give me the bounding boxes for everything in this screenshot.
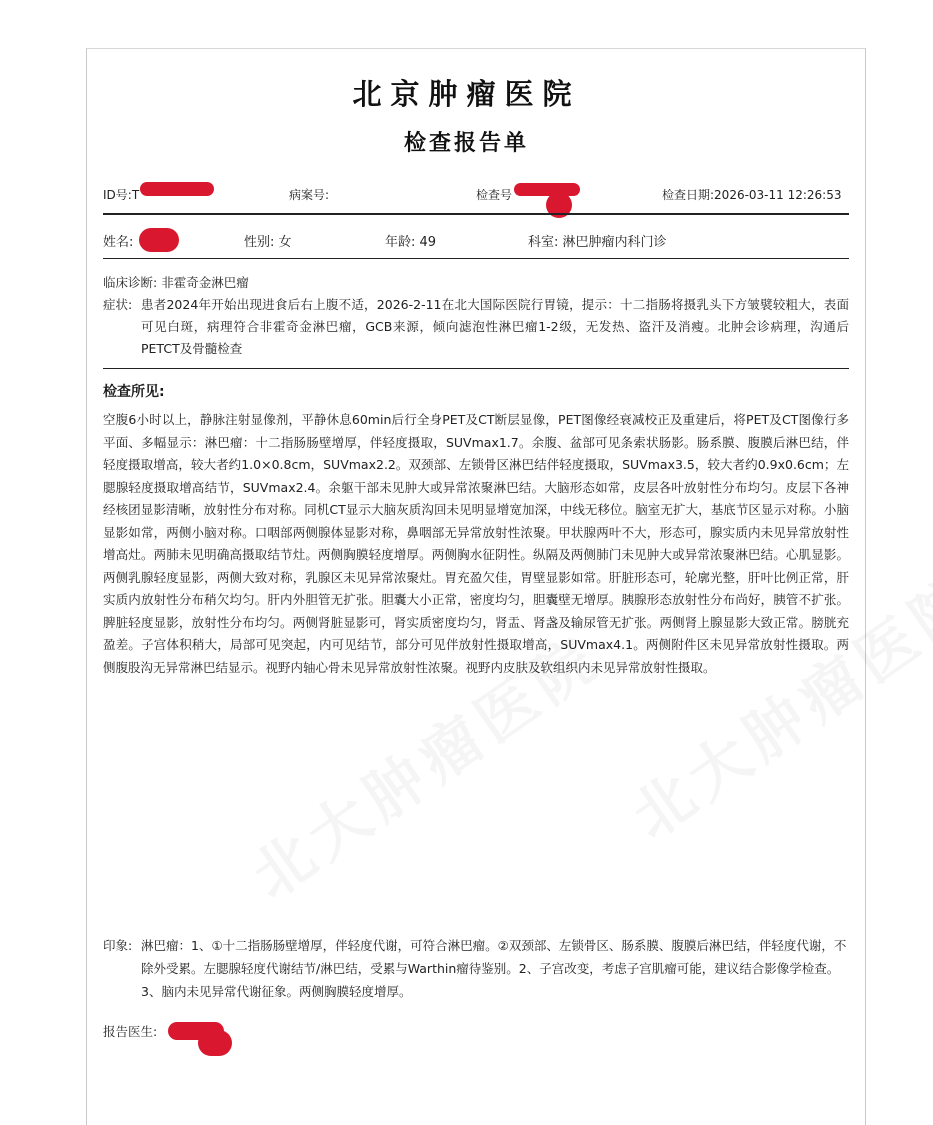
- impression-text: 淋巴瘤：1、①十二指肠肠壁增厚，伴轻度代谢，可符合淋巴瘤。②双颈部、左锁骨区、肠系膜、腹膜后淋巴结，伴轻度代谢，不除外受累。左腮腺轻度代谢结节/淋巴结，受累与Warthin瘤待鉴别。2、子宫改变，考虑子宫肌瘤可能，建议结合影像学检查。3、脑内未见异常代谢征象。两侧胸膜轻度增厚。: [141, 938, 847, 999]
- department-field: [528, 231, 667, 250]
- gender-value: 女: [278, 235, 292, 250]
- exam-date-label: 检查日期:: [662, 188, 715, 202]
- reporting-doctor: [103, 1022, 157, 1040]
- divider: [103, 213, 849, 215]
- redaction-mark: [139, 228, 179, 252]
- findings-text: 空腹6小时以上，静脉注射显像剂，平静休息60min后行全身PET及CT断层显像，PET图像经衰减校正及重建后，将PET及CT图像行多平面、多幅显示：淋巴瘤：十二指肠肠壁增厚，伴轻度摄取，SUVmax1.7。余腹、盆部可见条索状肠影。肠系膜、腹膜后淋巴结，伴轻度摄取增高，较大者约1.0×0.8cm，SUVmax2.2。双颈部、左锁骨区淋巴结伴轻度摄取，SUVmax3.5，较大者约0.9x0.6cm；左腮腺轻度摄取增高结节，SUVmax2.4。余躯干部未见肿大或异常浓聚淋巴结。大脑形态如常，皮层各叶放射性分布均匀。皮层下各神经核团显影清晰，放射性分布对称。同机CT显示大脑灰质沟回未见明显增宽加深，中线无移位。脑室无扩大，基底节区显示对称。小脑显影如常，两侧小脑对称。口咽部两侧腺体显影对称，鼻咽部无异常放射性浓聚。甲状腺两叶不大，形态可，腺实质内未见异常放射性增高灶。两肺未见明确高摄取结节灶。两侧胸膜轻度增厚。两侧胸水征阴性。纵隔及两侧肺门未见肿大或异常浓聚淋巴结。心肌显影。两侧乳腺轻度显影，两侧大致对称，乳腺区未见异常浓聚灶。胃充盈欠佳，胃壁显影如常。肝脏形态可，轮廓光整，肝叶比例正常，肝实质内放射性分布稍欠均匀。肝内外胆管无扩张。胆囊大小正常，密度均匀，胆囊壁无增厚。胰腺形态放射性分布尚好，胰管不扩张。脾脏轻度显影，放射性分布均匀。两侧肾脏显影可，肾实质密度均匀，肾盂、肾盏及输尿管无扩张。两侧肾上腺显影大致正常。膀胱充盈差。子宫体积稍大，局部可见突起，内可见结节，部分可见伴放射性摄取增高，SUVmax4.1。两侧附件区未见异常放射性摄取。两侧腹股沟无异常淋巴结显示。视野内轴心骨未见异常放射性浓聚。视野内皮肤及软组织内未见异常放射性摄取。: [103, 412, 849, 675]
- id-label: ID号:: [103, 188, 132, 202]
- redaction-mark: [198, 1030, 232, 1056]
- age-label: 年龄:: [385, 235, 416, 250]
- redaction-mark: [140, 182, 214, 196]
- gender-field: [244, 231, 292, 250]
- symptoms-text: 患者2024年开始出现进食后右上腹不适，2026-2-11在北大国际医院行胃镜，提示：十二指肠将摄乳头下方皱襞较粗大，表面可见白斑，病理符合非霍奇金淋巴瘤，GCB来源，倾向滤泡性淋巴瘤1-2级，无发热、盗汗及消瘦。北肿会诊病理，沟通后PETCT及骨髓检查: [141, 297, 849, 356]
- id-field: [103, 186, 139, 203]
- clinical-diagnosis-value: 非霍奇金淋巴瘤: [161, 275, 249, 290]
- symptoms: [103, 294, 849, 360]
- department-label: 科室:: [528, 235, 559, 250]
- exam-number-label: 检查号: [476, 188, 513, 202]
- doctor-label: 报告医生:: [103, 1024, 158, 1039]
- symptoms-label: 症状:: [103, 297, 133, 312]
- department-value: 淋巴肿瘤内科门诊: [562, 235, 667, 250]
- case-number-label: 病案号:: [289, 188, 330, 202]
- gender-label: 性别:: [244, 235, 275, 250]
- age-field: [385, 231, 436, 250]
- redaction-mark: [514, 183, 580, 196]
- divider: [103, 368, 849, 369]
- hospital-name: 北京肿瘤医院: [352, 77, 581, 111]
- report-title: 检查报告单: [403, 131, 529, 156]
- impression-label: 印象:: [103, 938, 133, 953]
- exam-date-value: 2026-03-11 12:26:53: [714, 188, 842, 202]
- divider: [103, 258, 849, 259]
- impression: [103, 934, 849, 1003]
- id-value: T: [131, 188, 140, 202]
- findings-heading: 检查所见:: [103, 384, 165, 400]
- age-value: 49: [419, 235, 437, 250]
- clinical-diagnosis-label: 临床诊断:: [103, 275, 158, 290]
- exam-date: [662, 186, 842, 203]
- clinical-diagnosis: [103, 272, 249, 294]
- patient-name-label: 姓名:: [103, 235, 134, 250]
